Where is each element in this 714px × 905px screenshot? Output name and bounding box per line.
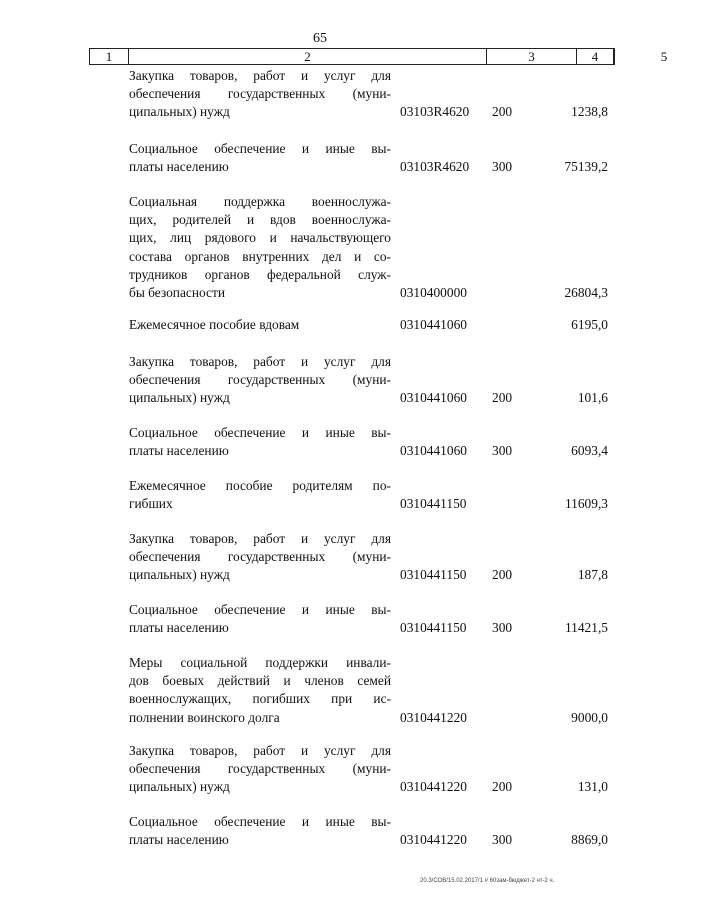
row-code: 0310441220 [400,832,467,848]
row-expense-type: 200 [492,104,513,120]
description-line: платы населению [129,159,229,175]
description-line: Меры социальной поддержки инвали- [129,655,391,670]
column-header-2: 2 [129,49,487,64]
row-description [129,316,391,334]
description-line: ципальных) нужд [129,779,230,795]
row-description [129,353,391,408]
description-line: Закупка товаров, работ и услуг для [129,68,391,83]
row-expense-type: 300 [492,620,513,636]
row-code: 0310441220 [400,779,467,795]
description-line: Ежемесячное пособие вдовам [129,317,300,332]
row-expense-type: 200 [492,779,513,795]
description-line: бы безопасности [129,285,226,301]
description-line: платы населению [129,832,229,848]
description-line: полнении воинского долга [129,709,280,725]
description-line: Закупка товаров, работ и услуг для [129,354,391,369]
description-line: состава органов внутренних дел и со- [129,248,391,264]
row-amount: 131,0 [577,779,608,795]
description-line: ципальных) нужд [129,567,230,583]
row-description [129,813,391,849]
description-line: дов боевых действий и членов семей [129,673,391,689]
footer-code: 20.3/СОВ/15.02.2017/1 # 60зам-бюджет-2 чт-2 ч. [420,878,555,884]
row-expense-type: 300 [492,832,513,848]
description-line: обеспечения государственных (муни- [129,549,391,565]
row-description [129,477,391,513]
description-line: ципальных) нужд [129,104,230,120]
row-amount: 75139,2 [564,159,608,175]
row-description [129,193,391,302]
row-description [129,654,391,727]
row-description [129,140,391,176]
description-line: Закупка товаров, работ и услуг для [129,743,391,758]
row-amount: 101,6 [577,390,608,406]
column-header-5: 5 [660,49,668,64]
row-code: 0310441150 [400,620,467,636]
row-amount: 26804,3 [564,285,608,300]
row-code: 0310441150 [400,567,467,583]
column-header-1: 1 [90,49,129,64]
table-header [89,48,668,65]
description-line: обеспечения государственных (муни- [129,372,391,388]
column-header-3: 3 [487,49,577,64]
row-code: 0310441060 [400,317,467,332]
row-amount: 6195,0 [571,317,608,332]
description-line: гибших [129,496,173,512]
description-line: Социальное обеспечение и иные вы- [129,602,391,617]
row-description [129,67,391,122]
row-expense-type: 200 [492,567,513,583]
row-description [129,742,391,797]
row-code: 03103R4620 [400,159,470,175]
description-line: платы населению [129,443,229,459]
row-amount: 187,8 [577,567,608,583]
row-code: 0310441150 [400,496,467,512]
row-amount: 11609,3 [564,496,608,512]
row-amount: 11421,5 [564,620,608,636]
description-line: трудников органов федеральной служ- [129,266,391,282]
description-line: Закупка товаров, работ и услуг для [129,531,391,546]
row-amount: 8869,0 [571,832,608,848]
row-code: 0310441060 [400,443,467,459]
description-line: военнослужащих, погибших при ис- [129,691,391,707]
page-number: 65 [313,31,327,46]
description-line: обеспечения государственных (муни- [129,761,391,777]
row-expense-type: 200 [492,390,513,406]
description-line: щих, родителей и вдов военнослужа- [129,212,391,228]
description-line: Социальное обеспечение и иные вы- [129,814,391,829]
row-amount: 1238,8 [571,104,608,120]
row-amount: 9000,0 [571,709,608,725]
column-header-4: 4 [577,49,614,64]
row-amount: 6093,4 [571,443,608,459]
description-line: Социальное обеспечение и иные вы- [129,425,391,440]
row-expense-type: 300 [492,159,513,175]
description-line: Социальная поддержка военнослужа- [129,194,391,209]
row-code: 0310400000 [400,285,467,300]
description-line: обеспечения государственных (муни- [129,86,391,102]
row-code: 0310441060 [400,390,467,406]
description-line: щих, лиц рядового и начальствующего [129,230,391,246]
row-expense-type: 300 [492,443,513,459]
description-line: Ежемесячное пособие родителям по- [129,478,391,493]
row-description [129,424,391,460]
description-line: Социальное обеспечение и иные вы- [129,141,391,156]
row-description [129,601,391,637]
description-line: ципальных) нужд [129,390,230,406]
row-code: 0310441220 [400,709,467,725]
row-description [129,530,391,585]
description-line: платы населению [129,620,229,636]
row-code: 03103R4620 [400,104,470,120]
